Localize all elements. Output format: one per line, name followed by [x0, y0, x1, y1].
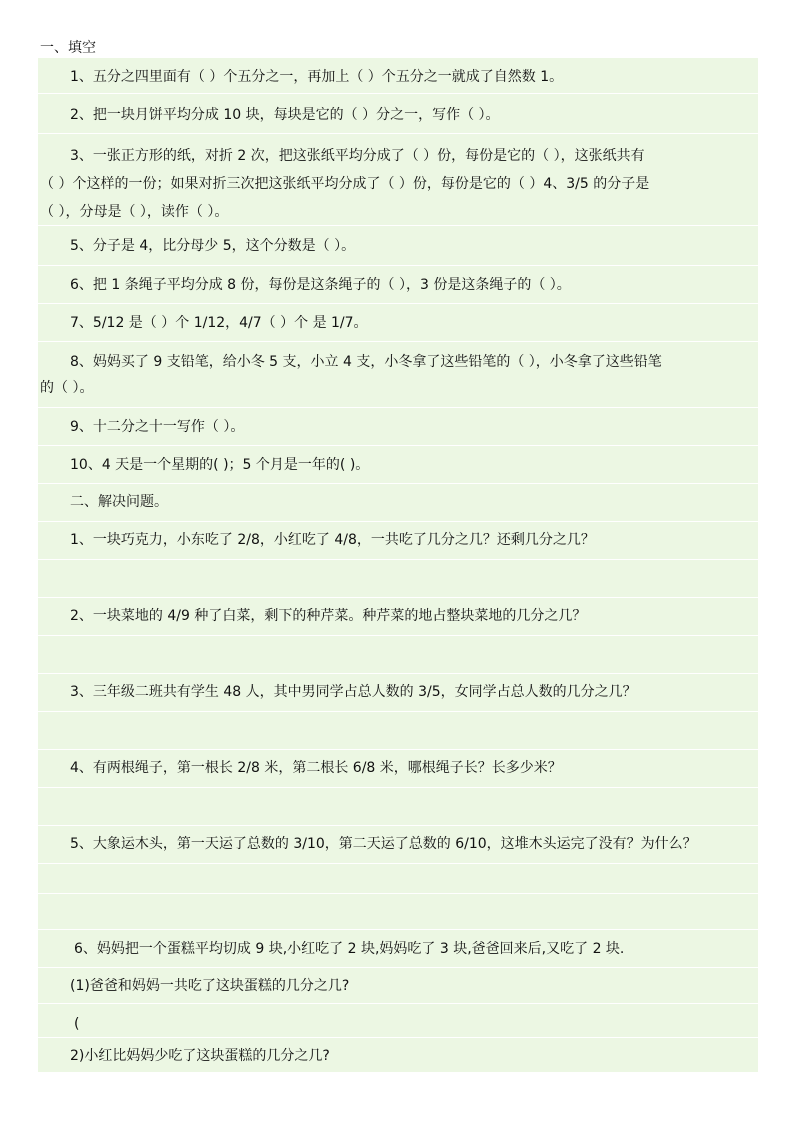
list-item: 6、妈妈把一个蛋糕平均切成 9 块,小红吃了 2 块,妈妈吃了 3 块,爸爸回来后,又吃了 2 块.	[38, 930, 758, 968]
list-item: 5、大象运木头，第一天运了总数的 3/10，第二天运了总数的 6/10，这堆木头运完了没有？为什么？	[38, 826, 758, 864]
answer-space	[38, 894, 758, 930]
list-item: 3、三年级二班共有学生 48 人，其中男同学占总人数的 3/5，女同学占总人数的几分之几？	[38, 674, 758, 712]
section-title-problems: 二、解决问题。	[38, 484, 758, 522]
list-item: (	[38, 1004, 758, 1038]
list-item: 2、一块菜地的 4/9 种了白菜，剩下的种芹菜。种芹菜的地占整块菜地的几分之几？	[38, 598, 758, 636]
answer-space	[38, 560, 758, 598]
list-item: 5、分子是 4，比分母少 5，这个分数是（ ）。	[38, 226, 758, 266]
answer-space	[38, 636, 758, 674]
list-item: 1、一块巧克力，小东吃了 2/8，小红吃了 4/8，一共吃了几分之几？还剩几分之几？	[38, 522, 758, 560]
list-item: 2)小红比妈妈少吃了这块蛋糕的几分之几?	[70, 1048, 330, 1064]
answer-space	[38, 712, 758, 750]
list-item: 10、4 天是一个星期的( )；5 个月是一年的( )。	[38, 446, 758, 484]
answer-space	[38, 864, 758, 894]
list-item: 4、有两根绳子，第一根长 2/8 米，第二根长 6/8 米，哪根绳子长？长多少米？	[38, 750, 758, 788]
list-item: 6、把 1 条绳子平均分成 8 份，每份是这条绳子的（ ），3 份是这条绳子的（ ）。	[38, 266, 758, 304]
list-item: 9、十二分之十一写作（ ）。	[38, 408, 758, 446]
list-item: 1、五分之四里面有（ ）个五分之一，再加上（ ）个五分之一就成了自然数 1。	[38, 58, 758, 94]
list-item: 8、妈妈买了 9 支铅笔，给小冬 5 支，小立 4 支，小冬拿了这些铅笔的（ ），小冬拿了这些铅笔 的（ ）。	[38, 342, 758, 408]
list-item: 2、把一块月饼平均分成 10 块，每块是它的（ ）分之一，写作（ ）。	[38, 94, 758, 134]
answer-space	[38, 788, 758, 826]
list-item: 7、5/12 是（ ）个 1/12，4/7（ ）个 是 1/7。	[38, 304, 758, 342]
section-title-fill-blank: 一、填空	[40, 40, 96, 56]
list-item: (1)爸爸和妈妈一共吃了这块蛋糕的几分之几?	[38, 968, 758, 1004]
list-item: 3、一张正方形的纸，对折 2 次，把这张纸平均分成了（ ）份，每份是它的（ ），这张纸共有 （ ）个这样的一份；如果对折三次把这张纸平均分成了（ ）份，每份是它的（ ）4、3/5 的分子是 （ ），分母是（ ），读作（ ）。	[38, 134, 758, 226]
